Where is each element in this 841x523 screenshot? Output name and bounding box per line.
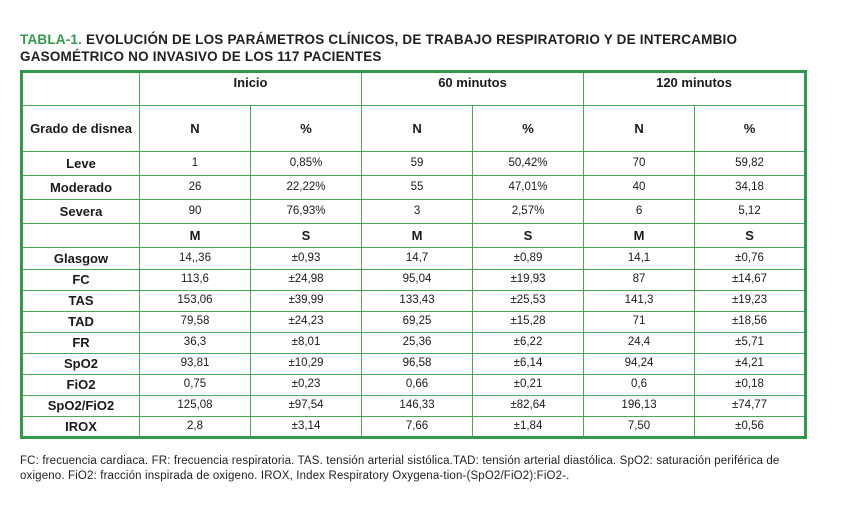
column-header: N: [362, 106, 473, 152]
column-header: M: [140, 224, 251, 248]
table-cell: 94,24: [584, 353, 695, 374]
column-header: %: [251, 106, 362, 152]
column-header: S: [473, 224, 584, 248]
dyspnea-row: [22, 176, 806, 200]
table-cell: 2,8: [140, 416, 251, 437]
table-cell: 196,13: [584, 395, 695, 416]
table-cell: ±10,29: [251, 353, 362, 374]
row-label: TAD: [22, 311, 140, 332]
period-header: Inicio: [140, 72, 362, 106]
row-label: Leve: [22, 152, 140, 176]
column-header: %: [695, 106, 806, 152]
row-label: Severa: [22, 200, 140, 224]
stat-row: [22, 416, 806, 437]
table-cell: 153,06: [140, 290, 251, 311]
table-cell: ±6,22: [473, 332, 584, 353]
table-cell: ±0,56: [695, 416, 806, 437]
table-cell: ±25,53: [473, 290, 584, 311]
table-cell: 55: [362, 176, 473, 200]
table-cell: ±18,56: [695, 311, 806, 332]
dyspnea-row: [22, 200, 806, 224]
table-cell: 34,18: [695, 176, 806, 200]
column-header: S: [695, 224, 806, 248]
empty-cell: [22, 224, 140, 248]
table-cell: 113,6: [140, 269, 251, 290]
table-cell: ±24,23: [251, 311, 362, 332]
table-title-text: EVOLUCIÓN DE LOS PARÁMETROS CLÍNICOS, DE TRABAJO RESPIRATORIO Y DE INTERCAMBIO GASOMÉTRICO NO INVASIVO DE LOS 117 PACIENTES: [20, 32, 738, 64]
table-cell: 76,93%: [251, 200, 362, 224]
table-cell: 90: [140, 200, 251, 224]
row-label: Moderado: [22, 176, 140, 200]
table-cell: 5,12: [695, 200, 806, 224]
table-cell: 22,22%: [251, 176, 362, 200]
table-cell: 0,85%: [251, 152, 362, 176]
table-cell: 95,04: [362, 269, 473, 290]
table-cell: 146,33: [362, 395, 473, 416]
clinical-parameters-table: [20, 70, 807, 439]
table-cell: 96,58: [362, 353, 473, 374]
table-cell: 6: [584, 200, 695, 224]
table-cell: ±4,21: [695, 353, 806, 374]
table-cell: 2,57%: [473, 200, 584, 224]
table-cell: 70: [584, 152, 695, 176]
row-label: TAS: [22, 290, 140, 311]
row-label: Glasgow: [22, 248, 140, 269]
table-cell: 36,3: [140, 332, 251, 353]
dyspnea-header-row: [22, 106, 806, 152]
table-cell: 14,,36: [140, 248, 251, 269]
table-cell: ±0,21: [473, 374, 584, 395]
table-cell: ±0,23: [251, 374, 362, 395]
table-cell: 133,43: [362, 290, 473, 311]
table-cell: 59: [362, 152, 473, 176]
table-number: TABLA-1.: [20, 32, 83, 47]
table-cell: 0,75: [140, 374, 251, 395]
dyspnea-row: [22, 152, 806, 176]
stat-row: [22, 374, 806, 395]
table-cell: 25,36: [362, 332, 473, 353]
stat-header-row: [22, 224, 806, 248]
table-cell: 47,01%: [473, 176, 584, 200]
table-cell: 69,25: [362, 311, 473, 332]
period-header: 120 minutos: [584, 72, 806, 106]
table-cell: 0,66: [362, 374, 473, 395]
dyspnea-label: Grado de disnea: [22, 106, 140, 152]
row-label: FiO2: [22, 374, 140, 395]
column-header: %: [473, 106, 584, 152]
row-label: IROX: [22, 416, 140, 437]
table-cell: 87: [584, 269, 695, 290]
table-cell: ±19,23: [695, 290, 806, 311]
column-header: S: [251, 224, 362, 248]
table-cell: ±1,84: [473, 416, 584, 437]
corner-cell: [22, 72, 140, 106]
table-cell: 93,81: [140, 353, 251, 374]
table-cell: ±74,77: [695, 395, 806, 416]
table-cell: ±6,14: [473, 353, 584, 374]
table-cell: 1: [140, 152, 251, 176]
table-cell: 125,08: [140, 395, 251, 416]
table-cell: ±3,14: [251, 416, 362, 437]
table-cell: ±14,67: [695, 269, 806, 290]
table-cell: 141,3: [584, 290, 695, 311]
table-cell: 50,42%: [473, 152, 584, 176]
table-cell: ±8,01: [251, 332, 362, 353]
table-cell: ±82,64: [473, 395, 584, 416]
column-header: N: [584, 106, 695, 152]
table-cell: ±0,89: [473, 248, 584, 269]
table-cell: 14,7: [362, 248, 473, 269]
table-cell: 3: [362, 200, 473, 224]
stat-row: [22, 248, 806, 269]
period-header-row: [22, 72, 806, 106]
table-cell: ±5,71: [695, 332, 806, 353]
row-label: SpO2: [22, 353, 140, 374]
table-cell: 79,58: [140, 311, 251, 332]
table-cell: ±0,18: [695, 374, 806, 395]
column-header: M: [362, 224, 473, 248]
table-cell: ±97,54: [251, 395, 362, 416]
row-label: SpO2/FiO2: [22, 395, 140, 416]
column-header: M: [584, 224, 695, 248]
table-cell: ±0,93: [251, 248, 362, 269]
table-cell: ±39,99: [251, 290, 362, 311]
table-cell: ±19,93: [473, 269, 584, 290]
table-cell: 40: [584, 176, 695, 200]
table-footnote: FC: frecuencia cardiaca. FR: frecuencia respiratoria. TAS. tensión arterial sistólica.TAD: tensión arterial diastólica. SpO2: saturación periférica de oxigeno. FiO2: fracción inspirada de oxigeno. IROX, Index Respiratory Oxygena-tion-(SpO2/FiO2):FiO2-.: [20, 455, 780, 482]
stat-row: [22, 269, 806, 290]
row-label: FC: [22, 269, 140, 290]
table-cell: 59,82: [695, 152, 806, 176]
stat-row: [22, 332, 806, 353]
row-label: FR: [22, 332, 140, 353]
table-cell: 26: [140, 176, 251, 200]
table-cell: 0,6: [584, 374, 695, 395]
stat-row: [22, 395, 806, 416]
period-header: 60 minutos: [362, 72, 584, 106]
table-cell: ±24,98: [251, 269, 362, 290]
table-cell: 7,50: [584, 416, 695, 437]
stat-row: [22, 290, 806, 311]
stat-row: [22, 311, 806, 332]
table-cell: 71: [584, 311, 695, 332]
stat-row: [22, 353, 806, 374]
table-cell: 7,66: [362, 416, 473, 437]
table-cell: 14,1: [584, 248, 695, 269]
table-title: [20, 31, 820, 65]
table-cell: ±0,76: [695, 248, 806, 269]
column-header: N: [140, 106, 251, 152]
table-cell: ±15,28: [473, 311, 584, 332]
table-cell: 24,4: [584, 332, 695, 353]
